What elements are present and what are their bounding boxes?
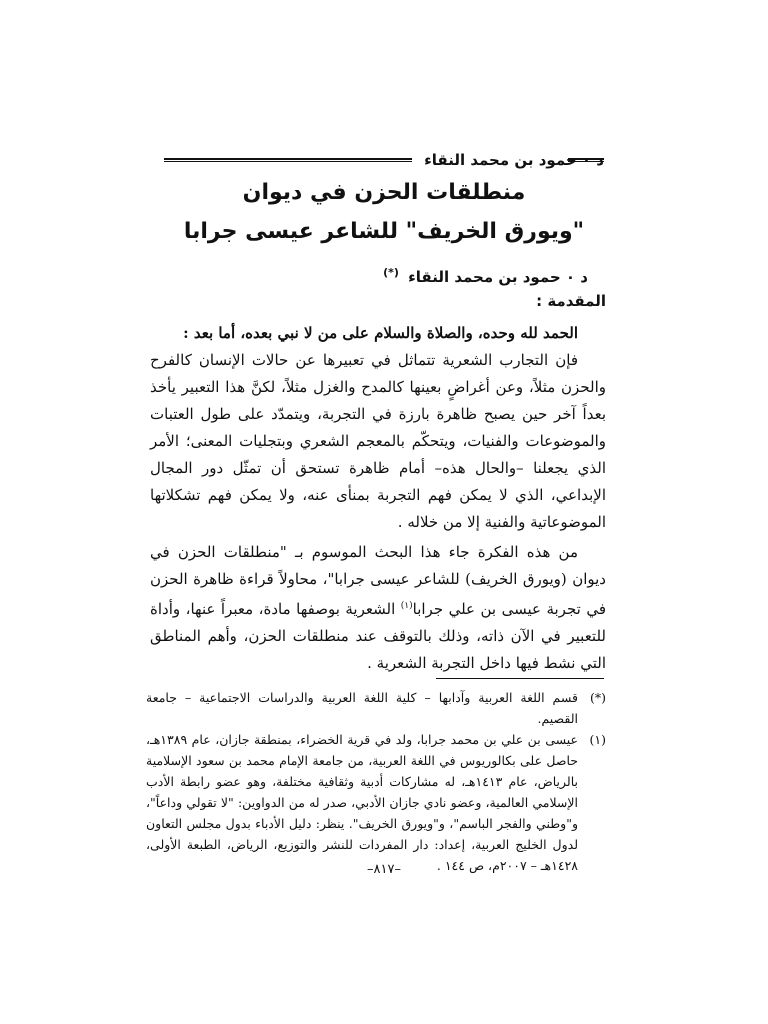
body-text bbox=[150, 320, 606, 677]
article-title-line-1: منطلقات الحزن في ديوان bbox=[242, 180, 526, 205]
opening-praise: الحمد لله وحده، والصلاة والسلام على من لا نبي بعده، أما بعد : bbox=[183, 324, 578, 342]
paragraph-1: فإن التجارب الشعرية تتماثل في تعبيرها عن حالات الإنسان كالفرح والحزن مثلاً، وعن أغراضٍ بعينها كالمدح والغزل مثلاً، لكنَّ هذا التعبير يأخذ بعداً آخر حين يصبح ظاهرة بارزة في التجربة، ويتمدّد على طول العتبات والموضوعات والفنيات، ويتحكّم بالمعجم الشعري وبتجليات المعنى؛ الأمر الذي يجعلنا –والحال هذه– أمام ظاهرة تستحق أن تمثّل دور المجال الإبداعي، الذي لا يمكن فهم التجربة بمنأى عنه، ولا يمكن فهم تشكلاتها الموضوعاتية والفنية إلا من خلاله . bbox=[150, 351, 606, 531]
footnote-separator bbox=[436, 678, 604, 679]
byline-author: د ٠ حمود بن محمد النقاء bbox=[408, 268, 588, 286]
author-byline bbox=[383, 266, 588, 286]
footnote-mark: (١) bbox=[589, 732, 606, 747]
header-author: د ٠ حمود بن محمد النقاء bbox=[424, 151, 604, 169]
paragraph-2 bbox=[150, 539, 606, 677]
footnote-ref-1: (١) bbox=[400, 601, 413, 611]
header-rule-long bbox=[164, 158, 412, 162]
footnotes bbox=[146, 687, 606, 876]
header-rule-short bbox=[568, 158, 604, 162]
byline-footnote-mark: (*) bbox=[383, 266, 399, 279]
footnote-item bbox=[146, 687, 606, 729]
footnote-mark: (*) bbox=[589, 690, 606, 705]
section-heading: المقدمة : bbox=[536, 292, 606, 310]
footnote-text: عيسى بن علي بن محمد جرابا، ولد في قرية الخضراء، بمنطقة جازان، عام ١٣٨٩هـ، حاصل على بكالوريوس في اللغة العربية، من جامعة الإمام محمد بن سعود الإسلامية بالرياض، عام ١٤١٣هـ، له مشاركات أدبية وثقافية مختلفة، وهو عضو رابطة الأدب الإسلامي العالمية، وعضو نادي جازان الأدبي، صدر له من الدواوين: "لا تقولي وداعاً"، و"وطني والفجر الباسم"، و"ويورق الخريف". ينظر: دليل الأدباء بدول مجلس التعاون لدول الخليج العربية، إعداد: دار المفردات للنشر والتوزيع، الرياض، الطبعة الأولى، ١٤٢٨هـ – ٢٠٠٧م، ص ١٤٤ . bbox=[146, 732, 578, 873]
page-number: –٨١٧– bbox=[367, 862, 401, 877]
paragraph-2-part-a: من هذه الفكرة جاء هذا البحث الموسوم بـ "منطلقات الحزن في ديوان (ويورق الخريف) للشاعر عيسى جرابا"، محاولاً قراءة ظاهرة الحزن في تجربة عيسى بن علي جرابا bbox=[150, 543, 606, 618]
running-header bbox=[164, 148, 604, 172]
footnote-item bbox=[146, 729, 606, 876]
article-title-line-2: "ويورق الخريف" للشاعر عيسى جرابا bbox=[183, 219, 585, 244]
footnote-text: قسم اللغة العربية وآدابها – كلية اللغة العربية والدراسات الاجتماعية – جامعة القصيم. bbox=[146, 690, 578, 726]
paragraph-2-part-b: الشعرية بوصفها مادة، معبراً عنها، وأداة للتعبير في الآن ذاته، وذلك بالتوقف عند منطلقات الحزن، وأهم المناطق التي نشط فيها داخل التجربة الشعرية . bbox=[150, 600, 606, 672]
